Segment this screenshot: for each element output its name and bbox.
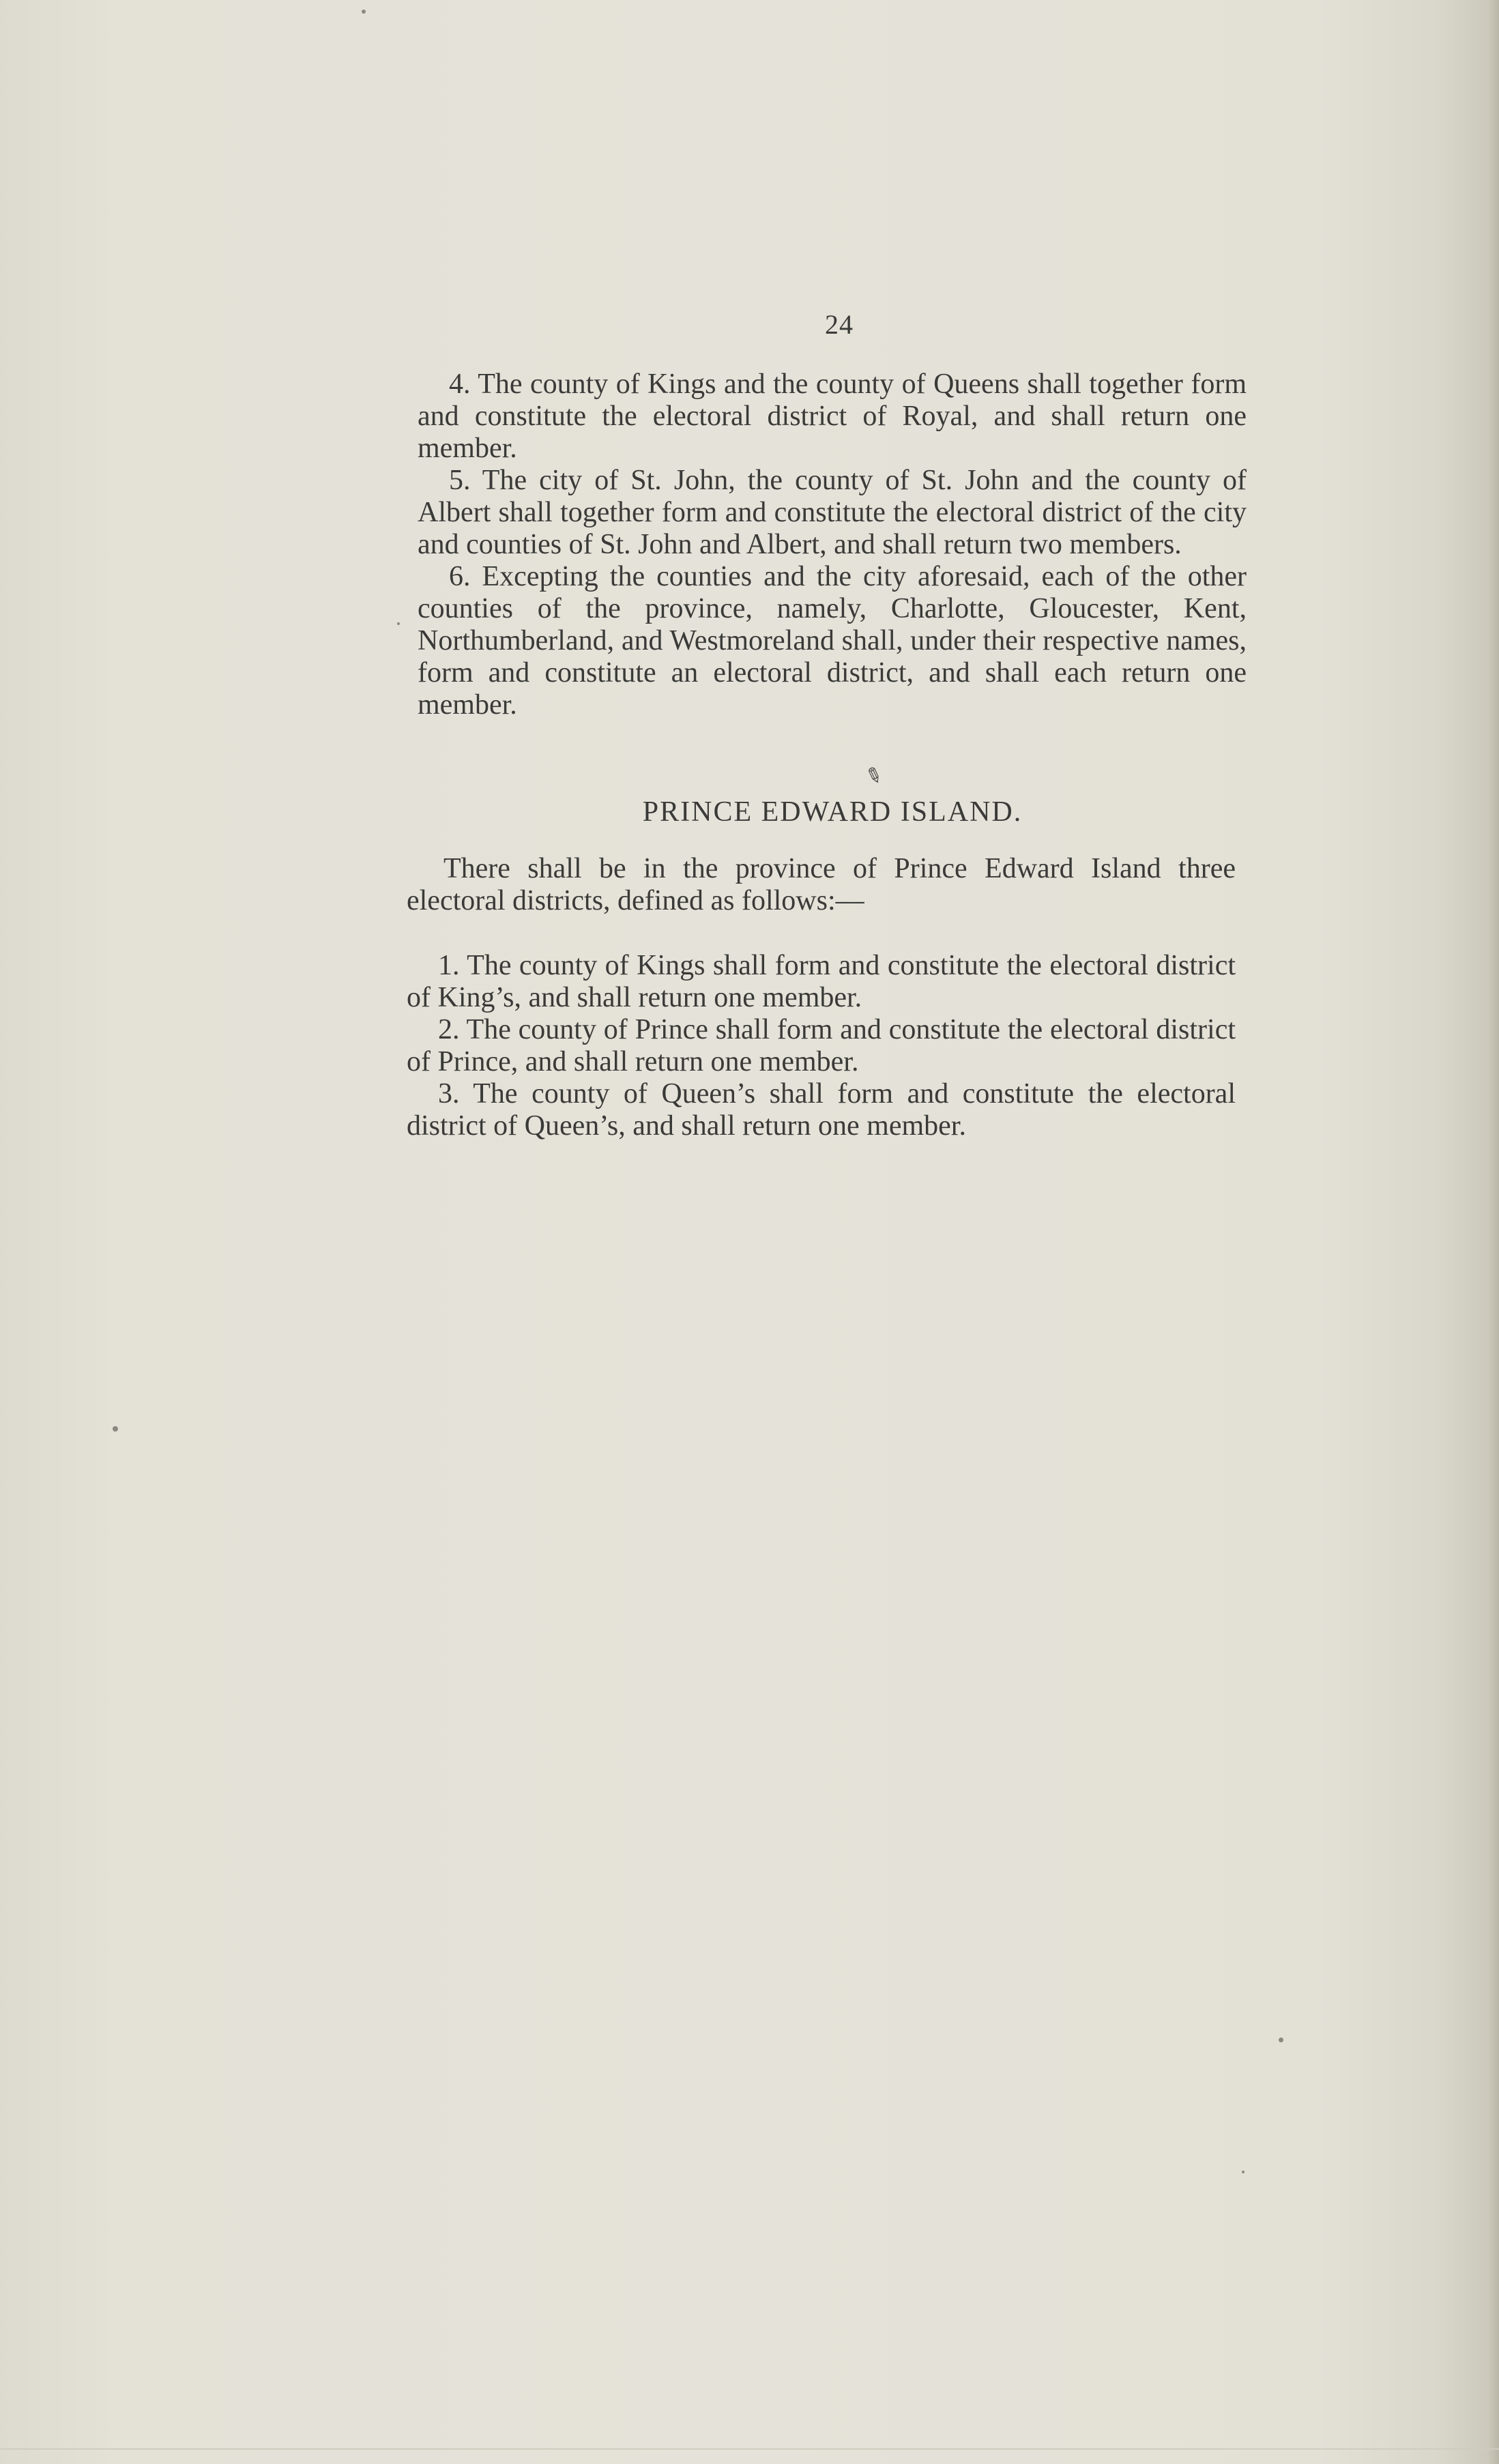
- paper-speck: [1242, 2171, 1245, 2173]
- prince-edward-island-intro: [407, 853, 1236, 917]
- section-paragraph-4: 4. The county of Kings and the county of Queens shall together form and constitute the electoral district of Royal, and shall return one member.: [418, 368, 1247, 464]
- pei-paragraph-2: 2. The county of Prince shall form and constitute the electoral district of Prince, and shall return one member.: [407, 1014, 1236, 1077]
- paper-speck: [362, 10, 366, 14]
- page-bottom-edge: [0, 2448, 1499, 2450]
- section-heading-prince-edward-island: PRINCE EDWARD ISLAND.: [642, 796, 1023, 828]
- prince-edward-island-sections: [407, 950, 1236, 1142]
- pei-paragraph-1: 1. The county of Kings shall form and constitute the electoral district of King’s, and shall return one member.: [407, 950, 1236, 1013]
- paper-speck: [113, 1426, 118, 1432]
- paper-speck: [397, 622, 400, 625]
- printer-mark: ✎: [862, 762, 886, 790]
- paper-speck: [1279, 2038, 1283, 2042]
- section-paragraph-6: 6. Excepting the counties and the city aforesaid, each of the other counties of the province, namely, Charlotte, Gloucester, Kent, Northumberland, and Westmoreland shall, under their respective names, form and constitute an electoral district, and shall each return one member.: [418, 561, 1247, 721]
- page-number: 24: [825, 309, 854, 340]
- pei-paragraph-3: 3. The county of Queen’s shall form and constitute the electoral district of Queen’s, and shall return one member.: [407, 1078, 1236, 1142]
- new-brunswick-sections: [418, 368, 1247, 721]
- page-edge-shadow: [1486, 0, 1499, 2464]
- intro-paragraph: There shall be in the province of Prince Edward Island three electoral districts, defined as follows:—: [407, 853, 1236, 916]
- section-paragraph-5: 5. The city of St. John, the county of St. John and the county of Albert shall together form and constitute the electoral district of the city and counties of St. John and Albert, and shall return two members.: [418, 465, 1247, 560]
